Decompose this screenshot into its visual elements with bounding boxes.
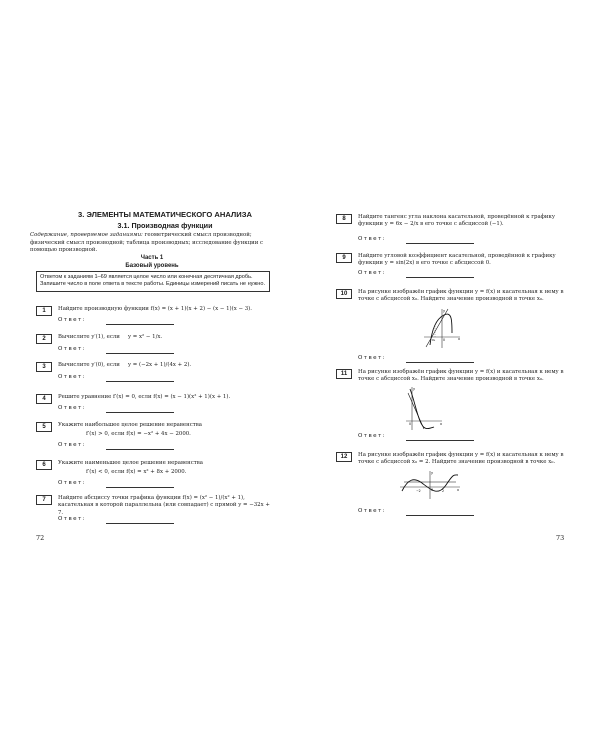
- graph-10: [422, 307, 462, 349]
- answer-label: Ответ:: [58, 346, 86, 352]
- task-text: Найдите производную функции f(x) = (x + 1)(x + 2) − (x − 1)(x − 3).: [58, 306, 252, 312]
- answer-label: Ответ:: [358, 236, 386, 242]
- answer-label: Ответ:: [58, 405, 86, 411]
- answer-field[interactable]: [106, 487, 174, 488]
- instructions-box: Ответом к заданиям 1–69 является целое число или конечная десятичная дробь. Запишите число в поле ответа в тексте работы. Единицы измерений писать не нужно.: [36, 271, 270, 292]
- task-text: Укажите наименьшее целое решение неравенства: [58, 460, 204, 466]
- task-number: 3: [36, 362, 52, 372]
- answer-label: Ответ:: [358, 433, 386, 439]
- task-number: 11: [336, 369, 352, 379]
- answer-label: Ответ:: [358, 508, 386, 514]
- task-formula: y = (−2x + 1)/(4x + 2).: [128, 362, 192, 368]
- task-number: 10: [336, 289, 352, 299]
- section-title: 3.1. Производная функции: [117, 221, 213, 230]
- task-text: На рисунке изображён график функции y = f(x) и касательная к нему в точке с абсциссой x₀ = 2. Найдите значение производной в точке x₀.: [358, 452, 564, 466]
- answer-field[interactable]: [406, 277, 474, 278]
- origin-label: 0: [443, 338, 446, 342]
- answer-field[interactable]: [406, 515, 474, 516]
- level-title: Базовый уровень: [125, 263, 179, 269]
- content-description: [30, 232, 274, 255]
- task-number: 4: [36, 394, 52, 404]
- content-label: Содержание, проверяемое заданиями:: [30, 232, 143, 238]
- x-label: x: [458, 337, 461, 341]
- task-number: 9: [336, 253, 352, 263]
- task-text: Вычислите y′(1), если: [58, 334, 120, 340]
- x-label: x: [457, 488, 460, 492]
- answer-label: Ответ:: [58, 516, 86, 522]
- task-number: 2: [36, 334, 52, 344]
- chapter-title: 3. ЭЛЕМЕНТЫ МАТЕМАТИЧЕСКОГО АНАЛИЗА: [78, 210, 252, 219]
- y-label: y: [431, 471, 434, 475]
- page-number: 73: [556, 534, 565, 542]
- answer-label: Ответ:: [58, 442, 86, 448]
- y-label: y: [443, 309, 446, 313]
- task-number: 5: [36, 422, 52, 432]
- answer-field[interactable]: [406, 243, 474, 244]
- task-number: 1: [36, 306, 52, 316]
- task-formula: f′(x) < 0, если f(x) = x² + 8x + 2000.: [86, 469, 187, 475]
- task-text: Найдите абсциссу точки графика функции f(x) = (x² − 1)/(x² + 1), касательная в которой параллельна (или совпадает) с прямой y = −32x + 7.: [58, 495, 270, 516]
- right-page: [300, 0, 600, 750]
- answer-label: Ответ:: [58, 374, 86, 380]
- answer-field[interactable]: [406, 362, 474, 363]
- task-number: 6: [36, 460, 52, 470]
- task-text: Решите уравнение f′(x) = 0, если f(x) = (x − 1)(x² + 1)(x + 1).: [58, 394, 231, 400]
- two-label: 2: [442, 489, 445, 493]
- task-formula: f′(x) > 0, если f(x) = −x² + 4x − 2000.: [86, 431, 191, 437]
- answer-label: Ответ:: [358, 270, 386, 276]
- content-text: геометрический смысл производной; физический смысл производной; таблица производных; исследование функции с помощью производной.: [30, 232, 264, 254]
- answer-field[interactable]: [106, 324, 174, 325]
- graph-12: [398, 469, 462, 501]
- graph-11: [404, 385, 444, 431]
- task-text: Укажите наибольшее целое решение неравенства: [58, 422, 202, 428]
- answer-field[interactable]: [106, 381, 174, 382]
- answer-label: Ответ:: [358, 355, 386, 361]
- y-label: y: [413, 387, 416, 391]
- task-text: На рисунке изображён график функции y = f(x) и касательная к нему в точке с абсциссой x₀. Найдите значение производной в точке x₀.: [358, 369, 564, 383]
- answer-field[interactable]: [406, 440, 474, 441]
- answer-label: Ответ:: [58, 317, 86, 323]
- answer-field[interactable]: [106, 449, 174, 450]
- task-formula: y = x² − 1/x.: [128, 334, 163, 340]
- page-number: 72: [36, 534, 45, 542]
- minus-two-label: −2: [416, 489, 421, 493]
- x0-label: x₀: [432, 338, 436, 342]
- task-number: 12: [336, 452, 352, 462]
- task-text: Найдите угловой коэффициент касательной, проведённой к графику функции y = sin(2x) в его точке с абсциссой 0.: [358, 253, 556, 267]
- task-text: На рисунке изображён график функции y = f(x) и касательная к нему в точке с абсциссой x₀. Найдите значение производной в точке x₀.: [358, 289, 564, 303]
- task-number: 8: [336, 214, 352, 224]
- answer-field[interactable]: [106, 412, 174, 413]
- origin-label: 0: [431, 488, 434, 492]
- answer-field[interactable]: [106, 353, 174, 354]
- origin-label: 0: [409, 422, 412, 426]
- x-label: x: [440, 422, 443, 426]
- function-curve: [410, 389, 434, 429]
- task-text: Вычислите y′(0), если: [58, 362, 120, 368]
- task-number: 7: [36, 495, 52, 505]
- task-text: Найдите тангенс угла наклона касательной, проведённой к графику функции y = 6x − 2/x в его точке с абсциссой (−1).: [358, 214, 556, 228]
- answer-label: Ответ:: [58, 480, 86, 486]
- answer-field[interactable]: [106, 523, 174, 524]
- part-title: Часть 1: [140, 255, 164, 261]
